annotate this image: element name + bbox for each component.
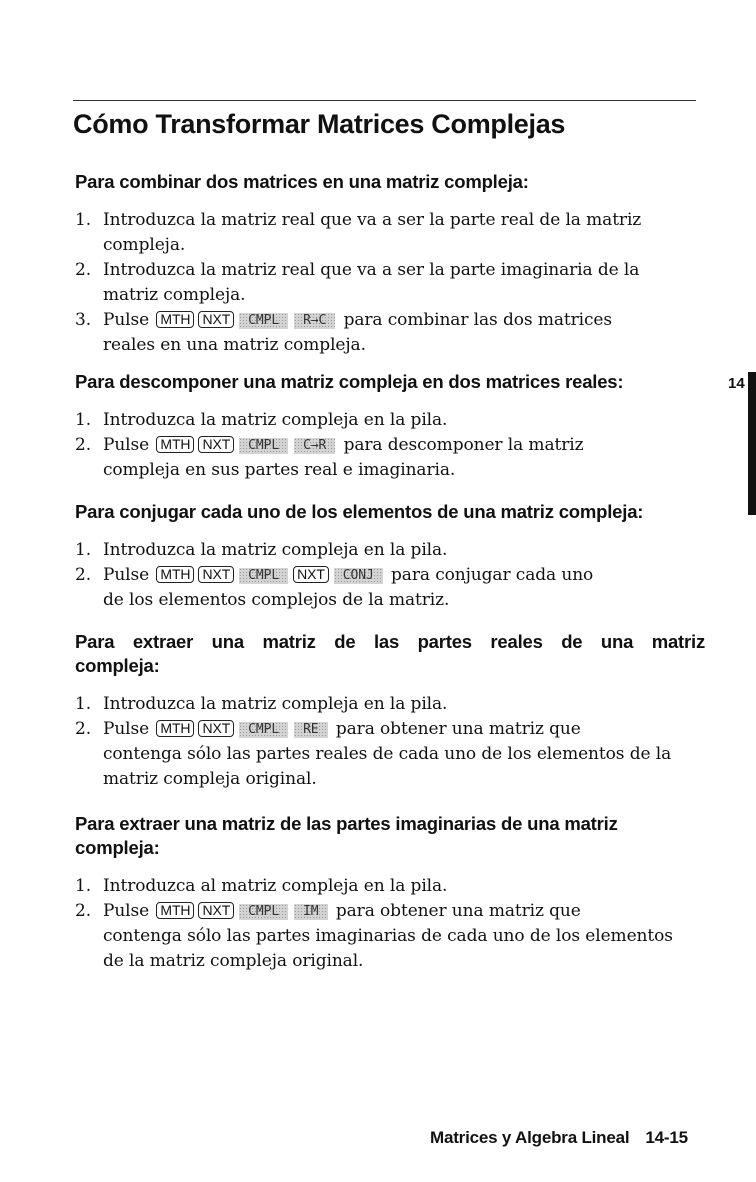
section-extract-real: [75, 630, 705, 792]
cmpl-menu-key: CMPL: [239, 438, 288, 454]
cmpl-menu-key: CMPL: [239, 313, 288, 329]
step-text: Introduzca al matriz compleja en la pila.: [103, 876, 448, 896]
step-text: contenga sólo las partes reales de cada uno de los elementos de la: [103, 744, 672, 764]
step-text: Pulse: [103, 565, 150, 585]
r-to-c-menu-key: R→C: [294, 313, 335, 329]
step-number: 2.: [75, 565, 92, 585]
step-text: compleja.: [103, 235, 186, 255]
step-text: compleja en sus partes real e imaginaria.: [103, 460, 456, 480]
step: [75, 563, 705, 613]
step-text: Introduzca la matriz compleja en la pila.: [103, 694, 448, 714]
nxt-key: NXT: [198, 566, 234, 583]
step-list: [75, 408, 705, 483]
heading-line: compleja:: [75, 655, 160, 676]
step-text: matriz compleja.: [103, 285, 246, 305]
step: [75, 433, 705, 483]
section-heading: Para combinar dos matrices en una matriz compleja:: [75, 171, 529, 192]
mth-key: MTH: [156, 720, 194, 737]
step: [75, 208, 705, 258]
mth-key: MTH: [156, 311, 194, 328]
nxt-key: NXT: [198, 720, 234, 737]
section-decompose: [75, 370, 705, 483]
step-text: matriz compleja original.: [103, 769, 317, 789]
mth-key: MTH: [156, 436, 194, 453]
step: [75, 717, 705, 792]
step-number: 1.: [75, 694, 92, 714]
section-heading: [75, 812, 705, 860]
step-number: 2.: [75, 435, 92, 455]
step: [75, 308, 705, 358]
step-number: 1.: [75, 876, 92, 896]
step-text: Introduzca la matriz compleja en la pila.: [103, 540, 448, 560]
step-text: para obtener una matriz que: [335, 901, 581, 921]
step-text: contenga sólo las partes imaginarias de cada uno de los elementos: [103, 926, 673, 946]
top-rule: [73, 100, 696, 101]
step-text: para combinar las dos matrices: [343, 310, 612, 330]
page-number: 14-15: [645, 1128, 688, 1147]
step-text: Pulse: [103, 719, 150, 739]
step-text: Introduzca la matriz real que va a ser la parte real de la matriz: [103, 210, 642, 230]
nxt-key: NXT: [198, 311, 234, 328]
step-text: reales en una matriz compleja.: [103, 335, 366, 355]
section-heading: Para descomponer una matriz compleja en dos matrices reales:: [75, 371, 624, 392]
nxt-key: NXT: [293, 566, 329, 583]
chapter-tab-number: 14: [728, 375, 745, 392]
footer-chapter-title: Matrices y Algebra Lineal: [430, 1128, 630, 1147]
step-number: 1.: [75, 540, 92, 560]
step-text: Pulse: [103, 310, 150, 330]
step-list: [75, 208, 705, 358]
step: [75, 258, 705, 308]
c-to-r-menu-key: C→R: [294, 438, 335, 454]
conj-menu-key: CONJ: [334, 568, 383, 584]
step-text: para obtener una matriz que: [335, 719, 581, 739]
step: [75, 899, 705, 974]
step-text: para descomponer la matriz: [343, 435, 584, 455]
heading-line: compleja:: [75, 837, 160, 858]
step-text: para conjugar cada uno: [391, 565, 594, 585]
page-title: Cómo Transformar Matrices Complejas: [73, 109, 566, 139]
step-number: 2.: [75, 719, 92, 739]
section-extract-imaginary: [75, 812, 705, 974]
im-menu-key: IM: [294, 904, 327, 920]
step: [75, 874, 705, 899]
step-text: de la matriz compleja original.: [103, 951, 364, 971]
cmpl-menu-key: CMPL: [239, 568, 288, 584]
mth-key: MTH: [156, 566, 194, 583]
step-text: Pulse: [103, 435, 150, 455]
heading-line: Para extraer una matriz de las partes imaginarias de una matriz: [75, 813, 618, 834]
step-text: de los elementos complejos de la matriz.: [103, 590, 450, 610]
cmpl-menu-key: CMPL: [239, 904, 288, 920]
step-list: [75, 874, 705, 974]
step-list: [75, 538, 705, 613]
step-text: Introduzca la matriz compleja en la pila.: [103, 410, 448, 430]
chapter-tab-bar: [748, 372, 756, 515]
step-number: 3.: [75, 310, 92, 330]
section-heading: Para conjugar cada uno de los elementos de una matriz compleja:: [75, 501, 644, 522]
re-menu-key: RE: [294, 722, 327, 738]
cmpl-menu-key: CMPL: [239, 722, 288, 738]
mth-key: MTH: [156, 902, 194, 919]
nxt-key: NXT: [198, 436, 234, 453]
page-footer: [430, 1128, 688, 1148]
step-list: [75, 692, 705, 792]
step-number: 2.: [75, 901, 92, 921]
step-number: 1.: [75, 410, 92, 430]
step-text: Pulse: [103, 901, 150, 921]
step-text: Introduzca la matriz real que va a ser la parte imaginaria de la: [103, 260, 640, 280]
step-number: 2.: [75, 260, 92, 280]
section-conjugate: [75, 500, 705, 613]
step: [75, 538, 705, 563]
step-number: 1.: [75, 210, 92, 230]
nxt-key: NXT: [198, 902, 234, 919]
section-heading: [75, 630, 705, 678]
heading-line: Para extraer una matriz de las partes reales de una matriz: [75, 631, 705, 652]
step: [75, 692, 705, 717]
section-combine: [75, 170, 705, 358]
step: [75, 408, 705, 433]
